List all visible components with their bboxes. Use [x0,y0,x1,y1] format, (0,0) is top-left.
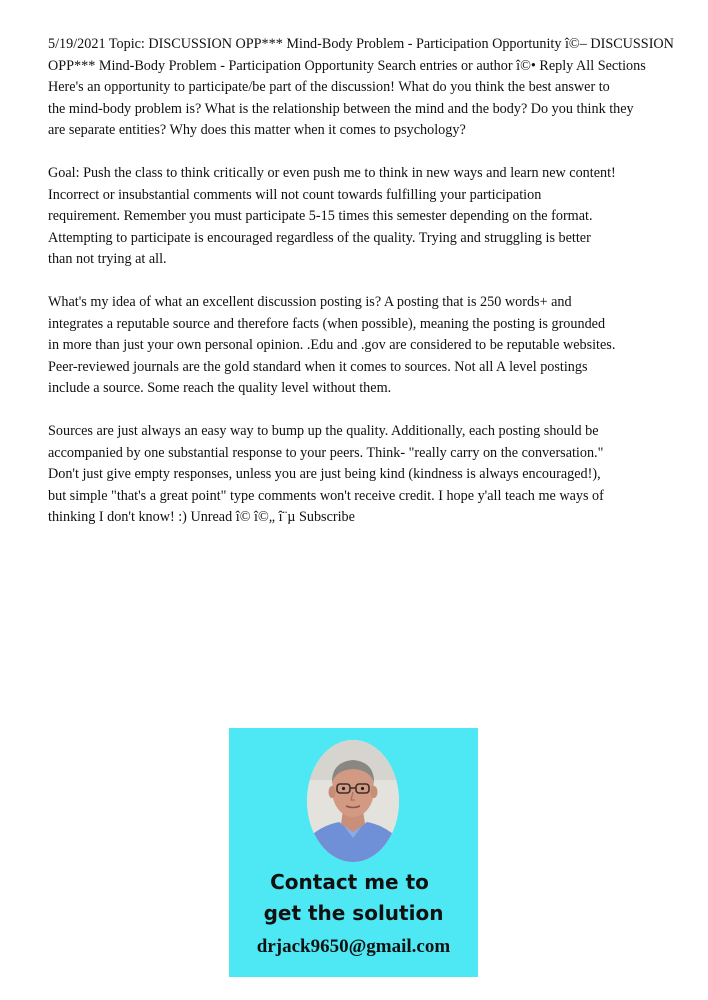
paragraph-gap [48,271,684,293]
text-line: Incorrect or insubstantial comments will not count towards fulfilling your participation [48,186,542,203]
text-line: What's my idea of what an excellent discussion posting is? A posting that is 250 words+ and [48,294,572,310]
text-line: the mind-body problem is? What is the relationship between the mind and the body? Do you think they [48,100,634,117]
text-line: Peer-reviewed journals are the gold standard when it comes to sources. Not all A level postings [48,358,588,375]
text-line: thinking I don't know! :) Unread î© î©„ î¨µ Subscribe [48,509,355,525]
text-line: Attempting to participate is encouraged regardless of the quality. Trying and struggling is better [48,229,591,246]
text-line: accompanied by one substantial response to your peers. Think- "really carry on the conversation." [48,444,604,461]
paragraph-gap [48,400,684,422]
paragraph-gap [48,142,684,164]
text-line: OPP*** Mind-Body Problem - Participation Opportunity Search entries or author î©• Reply All Sections [48,57,646,74]
text-line: Sources are just always an easy way to bump up the quality. Additionally, each posting should be [48,423,599,439]
text-line: in more than just your own personal opinion. .Edu and .gov are considered to be reputable websites. [48,337,616,353]
document-body [48,34,684,529]
ad-headline-line-2: get the solution [263,901,444,925]
text-line: Here's an opportunity to participate/be part of the discussion! What do you think the best answer to [48,79,610,95]
text-line: requirement. Remember you must participate 5-15 times this semester depending on the format. [48,208,593,224]
text-line: Goal: Push the class to think critically or even push me to think in new ways and learn new content! [48,165,616,181]
ad-headline-line-1: Contact me to [270,870,429,894]
text-line: but simple "that's a great point" type comments won't receive credit. I hope y'all teach me ways of [48,487,604,504]
text-line: 5/19/2021 Topic: DISCUSSION OPP*** Mind-Body Problem - Participation Opportunity î©– DISCUSSION [48,36,674,52]
contact-email[interactable]: drjack9650@gmail.com [256,936,451,957]
text-line: integrates a reputable source and therefore facts (when possible), meaning the posting is grounded [48,315,606,332]
text-line: than not trying at all. [48,251,167,267]
text-line: include a source. Some reach the quality level without them. [48,380,392,396]
text-line: Don't just give empty responses, unless you are just being kind (kindness is always encouraged!), [48,466,601,482]
text-line: are separate entities? Why does this matter when it comes to psychology? [48,122,466,138]
person-portrait-icon [307,740,399,862]
contact-ad-card[interactable] [229,728,478,977]
